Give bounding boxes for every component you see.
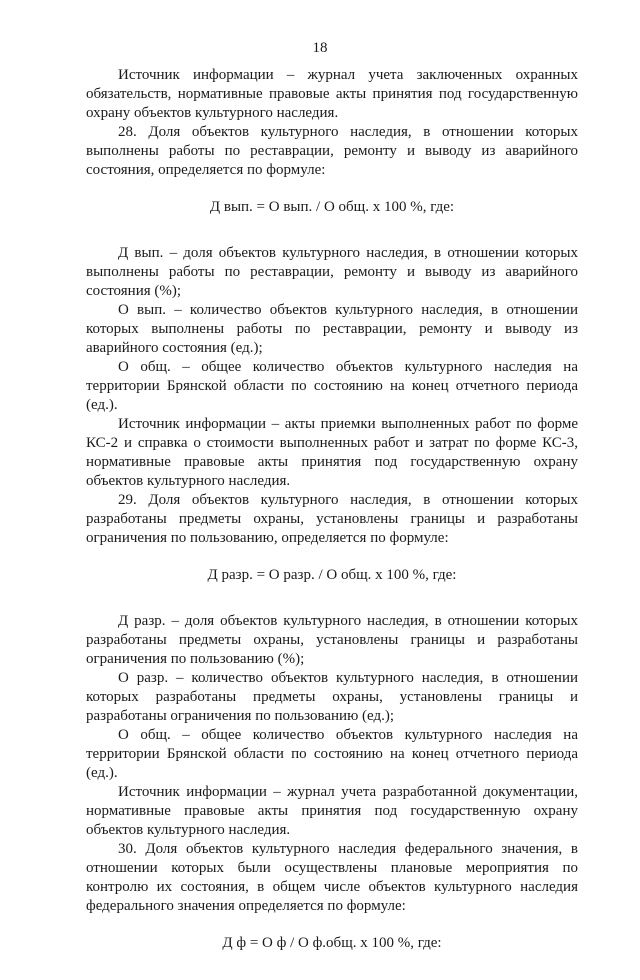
paragraph-item-28: 28. Доля объектов культурного наследия, в отношении которых выполнены работы по реставрации, ремонту и выводу из аварийного состояния, определяется по формуле: [86, 124, 578, 178]
definition-o-razr: О разр. – количество объектов культурного наследия, в отношении которых разработаны предметы охраны, установлены границы и разработаны ограничения по пользованию (ед.); [86, 670, 578, 724]
formula-d-vyp: Д вып. = О вып. / О общ. х 100 %, где: [209, 199, 455, 215]
paragraph-source-obligations: Источник информации – журнал учета заключенных охранных обязательств, нормативные правовые акты принятия под государственную охрану объектов культурного наследия. [86, 67, 578, 121]
paragraph-source-documentation: Источник информации – журнал учета разработанной документации, нормативные правовые акты принятия под государственную охрану объектов культурного наследия. [86, 784, 578, 838]
definition-o-vyp: О вып. – количество объектов культурного наследия, в отношении которых выполнены работы по реставрации, ремонту и выводу из аварийного состояния (ед.); [86, 302, 578, 356]
paragraph-item-30: 30. Доля объектов культурного наследия федерального значения, в отношении которых были осуществлены плановые мероприятия по контролю их состояния, в общем числе объектов культурного наследия федерального значения определяется по формуле: [86, 841, 578, 914]
paragraph-item-29: 29. Доля объектов культурного наследия, в отношении которых разработаны предметы охраны, установлены границы и разработаны ограничения по пользованию, определяется по формуле: [86, 492, 578, 546]
paragraph-source-acts: Источник информации – акты приемки выполненных работ по форме КС-2 и справка о стоимости выполненных работ и затрат по форме КС-3, нормативные правовые акты принятия под государственную охрану объектов культурного наследия. [86, 416, 578, 489]
page-number: 18 [312, 40, 328, 56]
definition-o-obshch: О общ. – общее количество объектов культурного наследия на территории Брянской области по состоянию на конец отчетного периода (ед.). [86, 359, 578, 413]
document-body [86, 66, 578, 980]
definition-d-razr: Д разр. – доля объектов культурного наследия, в отношении которых разработаны предметы охраны, установлены границы и разработаны ограничения по пользованию (%); [86, 613, 578, 667]
formula-d-razr: Д разр. = О разр. / О общ. х 100 %, где: [207, 567, 457, 583]
formula-d-f: Д ф = О ф / О ф.общ. х 100 %, где: [222, 935, 442, 951]
definition-d-vyp: Д вып. – доля объектов культурного наследия, в отношении которых выполнены работы по реставрации, ремонту и выводу из аварийного состояния (%); [86, 245, 578, 299]
definition-o-obshch-2: О общ. – общее количество объектов культурного наследия на территории Брянской области по состоянию на конец отчетного периода (ед.). [86, 727, 578, 781]
